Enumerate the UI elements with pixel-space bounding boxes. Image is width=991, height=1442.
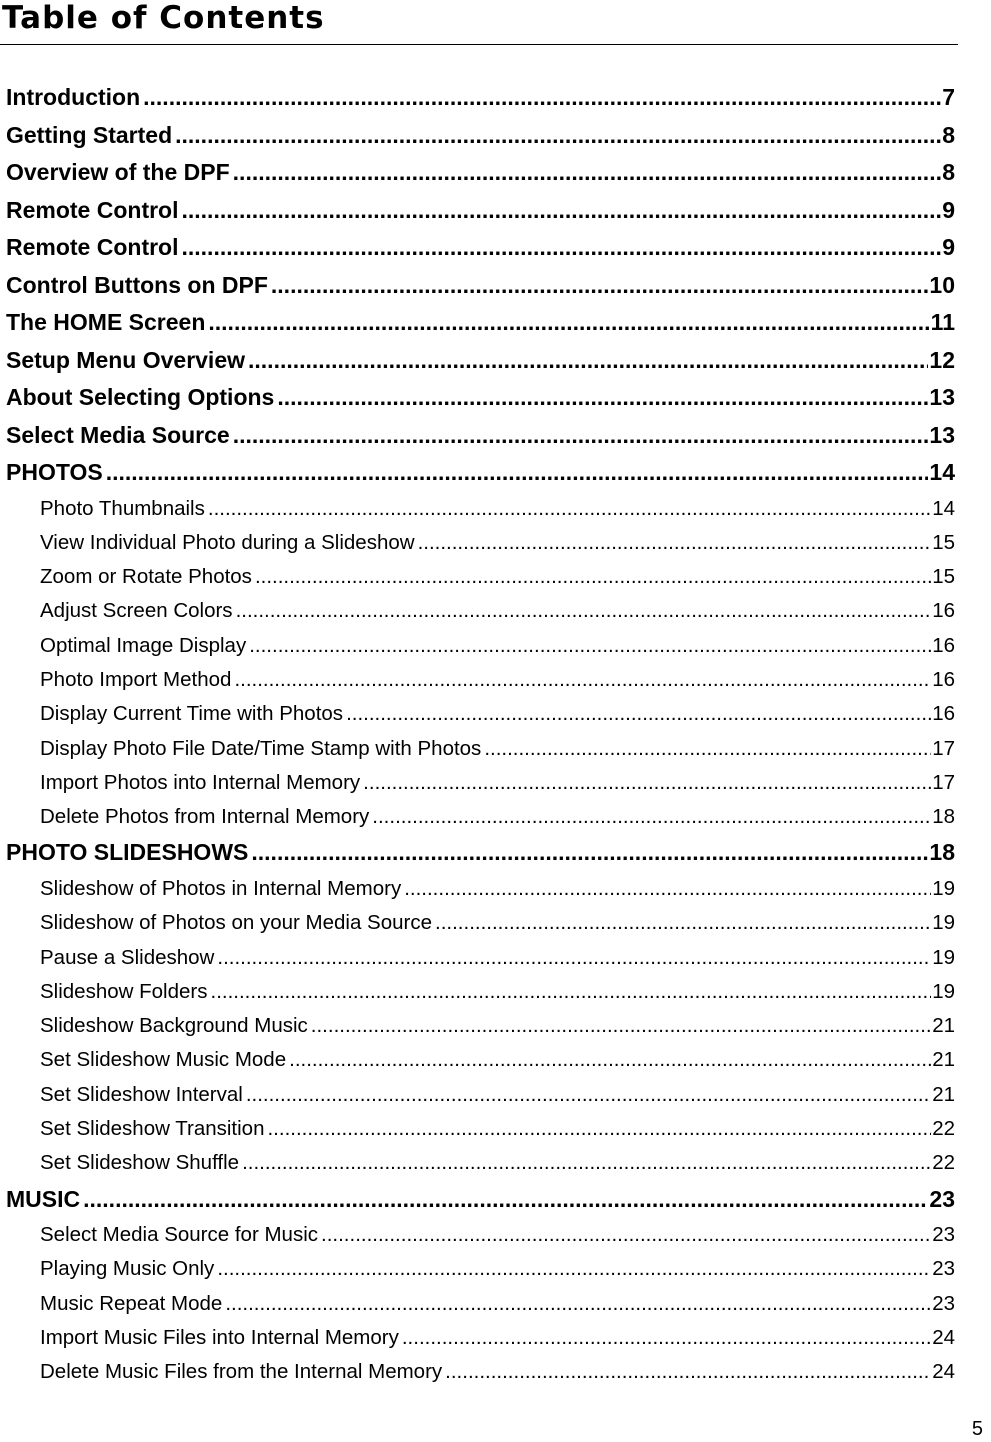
toc-entry-title: About Selecting Options	[6, 384, 275, 410]
toc-entry-section[interactable]	[0, 229, 955, 267]
dot-leader	[217, 1252, 931, 1286]
toc-entry-subsection[interactable]	[0, 663, 955, 697]
dot-leader	[277, 379, 928, 417]
toc-entry-title: PHOTOS	[6, 459, 103, 485]
toc-entry-title: Introduction	[6, 84, 141, 110]
toc-entry-title: Playing Music Only	[40, 1257, 215, 1281]
toc-entry-title: Delete Photos from Internal Memory	[40, 805, 370, 829]
toc-entry-page: 8	[942, 159, 955, 185]
page-number: 5	[971, 1418, 983, 1440]
toc-entry-page: 16	[932, 599, 955, 623]
dot-leader	[208, 492, 931, 526]
toc-entry-subsection[interactable]	[0, 594, 955, 628]
toc-entry-page: 21	[932, 1082, 955, 1106]
toc-entry-title: Display Photo File Date/Time Stamp with Photos	[40, 736, 482, 760]
toc-entry-page: 24	[932, 1360, 955, 1384]
toc-entry-page: 23	[932, 1223, 955, 1247]
dot-leader	[346, 697, 931, 731]
dot-leader	[267, 1112, 931, 1146]
dot-leader	[225, 1287, 931, 1321]
toc-entry-page: 19	[932, 911, 955, 935]
toc-entry-subsection[interactable]	[0, 492, 955, 526]
toc-entry-subsection[interactable]	[0, 1078, 955, 1112]
toc-entry-page: 7	[942, 84, 955, 110]
toc-entry-page: 18	[932, 805, 955, 829]
toc-entry-page: 11	[930, 309, 955, 335]
dot-leader	[321, 1218, 931, 1252]
toc-entry-title: Slideshow of Photos on your Media Source	[40, 911, 433, 935]
dot-leader	[83, 1181, 928, 1219]
toc-entry-subsection[interactable]	[0, 872, 955, 906]
toc-entry-title: Display Current Time with Photos	[40, 702, 344, 726]
toc-entry-section[interactable]	[0, 79, 955, 117]
toc-entry-subsection[interactable]	[0, 1218, 955, 1252]
toc-entry-title: Delete Music Files from the Internal Memory	[40, 1360, 443, 1384]
toc-entry-page: 19	[932, 945, 955, 969]
toc-entry-title: Import Photos into Internal Memory	[40, 770, 361, 794]
title-divider	[0, 44, 958, 45]
toc-entry-page: 15	[932, 565, 955, 589]
toc-entry-title: Zoom or Rotate Photos	[40, 565, 252, 589]
toc-entry-title: Slideshow Background Music	[40, 1014, 308, 1038]
dot-leader	[484, 732, 931, 766]
toc-entry-subsection[interactable]	[0, 1009, 955, 1043]
dot-leader	[418, 526, 932, 560]
toc-entry-page: 24	[932, 1326, 955, 1350]
toc-entry-title: Getting Started	[6, 121, 173, 148]
toc-entry-subsection[interactable]	[0, 1252, 955, 1286]
toc-entry-title: Overview of the DPF	[6, 159, 230, 185]
toc-entry-subsection[interactable]	[0, 1112, 955, 1146]
toc-entry-page: 16	[932, 633, 955, 657]
toc-entry-section[interactable]	[0, 117, 955, 155]
toc-entry-page: 8	[942, 121, 955, 148]
toc-entry-title: Set Slideshow Music Mode	[40, 1048, 287, 1072]
toc-entry-title: The HOME Screen	[6, 309, 206, 335]
toc-entry-title: Pause a Slideshow	[40, 945, 215, 969]
toc-entry-page: 15	[932, 530, 955, 554]
dot-leader	[246, 1078, 931, 1112]
toc-entry-subsection[interactable]	[0, 629, 955, 663]
toc-entry-title: Remote Control	[6, 234, 179, 260]
toc-entry-title: Slideshow of Photos in Internal Memory	[40, 876, 402, 900]
dot-leader	[233, 417, 929, 455]
toc-entry-title: Import Music Files into Internal Memory	[40, 1326, 399, 1350]
toc-title: Table of Contents	[2, 0, 325, 36]
toc-entry-subsection[interactable]	[0, 1043, 955, 1077]
dot-leader	[255, 560, 931, 594]
dot-leader	[242, 1146, 931, 1180]
toc-entry-page: 23	[929, 1185, 955, 1212]
toc-entry-section[interactable]	[0, 1181, 955, 1219]
dot-leader	[217, 941, 931, 975]
toc-entry-section[interactable]	[0, 379, 955, 417]
toc-entry-page: 9	[942, 234, 955, 260]
dot-leader	[445, 1355, 931, 1389]
toc-entry-subsection[interactable]	[0, 1287, 955, 1321]
toc-entry-title: Slideshow Folders	[40, 979, 208, 1003]
toc-entry-title: PHOTO SLIDESHOWS	[6, 839, 249, 866]
toc-list	[0, 79, 955, 1390]
toc-entry-section[interactable]	[0, 342, 955, 380]
toc-entry-page: 17	[932, 770, 955, 794]
dot-leader	[106, 454, 929, 492]
toc-entry-section[interactable]	[0, 304, 955, 342]
toc-entry-page: 13	[929, 384, 955, 410]
dot-leader	[143, 79, 941, 117]
dot-leader	[175, 117, 941, 155]
toc-entry-title: Music Repeat Mode	[40, 1291, 223, 1315]
toc-entry-title: Set Slideshow Transition	[40, 1117, 265, 1141]
dot-leader	[435, 906, 931, 940]
toc-entry-title: Select Media Source for Music	[40, 1223, 319, 1247]
toc-entry-subsection[interactable]	[0, 800, 955, 834]
toc-entry-subsection[interactable]	[0, 941, 955, 975]
toc-entry-title: Control Buttons on DPF	[6, 271, 268, 298]
toc-entry-page: 19	[932, 876, 955, 900]
dot-leader	[363, 766, 931, 800]
dot-leader	[248, 342, 928, 380]
dot-leader	[251, 834, 928, 872]
toc-entry-title: Photo Import Method	[40, 667, 232, 691]
toc-entry-subsection[interactable]	[0, 906, 955, 940]
toc-entry-subsection[interactable]	[0, 1321, 955, 1355]
toc-entry-page: 14	[932, 496, 955, 520]
toc-entry-title: Photo Thumbnails	[40, 496, 205, 520]
toc-entry-page: 14	[929, 459, 955, 485]
toc-entry-page: 22	[932, 1151, 955, 1175]
toc-entry-page: 19	[932, 979, 955, 1003]
toc-entry-page: 23	[932, 1291, 955, 1315]
dot-leader	[208, 304, 929, 342]
toc-entry-subsection[interactable]	[0, 697, 955, 731]
dot-leader	[182, 192, 942, 230]
dot-leader	[236, 594, 932, 628]
toc-entry-title: Remote Control	[6, 196, 179, 223]
toc-entry-page: 21	[932, 1014, 955, 1038]
dot-leader	[234, 663, 931, 697]
dot-leader	[311, 1009, 931, 1043]
toc-entry-page: 12	[929, 346, 955, 373]
toc-entry-section[interactable]	[0, 267, 955, 305]
toc-entry-subsection[interactable]	[0, 1355, 955, 1389]
toc-entry-page: 9	[942, 196, 955, 223]
toc-entry-subsection[interactable]	[0, 732, 955, 766]
dot-leader	[372, 800, 931, 834]
toc-entry-page: 17	[932, 736, 955, 760]
toc-entry-title: Select Media Source	[6, 421, 230, 448]
toc-entry-title: View Individual Photo during a Slideshow	[40, 530, 415, 554]
toc-entry-title: Set Slideshow Shuffle	[40, 1151, 240, 1175]
dot-leader	[271, 267, 929, 305]
toc-entry-section[interactable]	[0, 154, 955, 192]
toc-entry-page: 21	[932, 1048, 955, 1072]
toc-entry-title: Adjust Screen Colors	[40, 599, 233, 623]
dot-leader	[233, 154, 942, 192]
dot-leader	[289, 1043, 931, 1077]
toc-entry-section[interactable]	[0, 834, 955, 872]
toc-entry-subsection[interactable]	[0, 975, 955, 1009]
toc-entry-subsection[interactable]	[0, 1146, 955, 1180]
dot-leader	[182, 229, 942, 267]
toc-entry-section[interactable]	[0, 192, 955, 230]
toc-entry-section[interactable]	[0, 417, 955, 455]
toc-entry-title: MUSIC	[6, 1185, 81, 1212]
toc-entry-subsection[interactable]	[0, 766, 955, 800]
toc-entry-section[interactable]	[0, 454, 955, 492]
toc-entry-title: Setup Menu Overview	[6, 346, 246, 373]
toc-entry-page: 10	[929, 271, 955, 298]
toc-entry-subsection[interactable]	[0, 526, 955, 560]
toc-entry-page: 16	[932, 702, 955, 726]
toc-entry-title: Set Slideshow Interval	[40, 1082, 243, 1106]
dot-leader	[249, 629, 931, 663]
toc-entry-page: 13	[929, 421, 955, 448]
dot-leader	[404, 872, 931, 906]
dot-leader	[402, 1321, 931, 1355]
toc-entry-page: 18	[929, 839, 955, 866]
toc-entry-page: 23	[932, 1257, 955, 1281]
toc-entry-title: Optimal Image Display	[40, 633, 247, 657]
toc-entry-page: 22	[932, 1117, 955, 1141]
toc-entry-subsection[interactable]	[0, 560, 955, 594]
dot-leader	[211, 975, 932, 1009]
toc-entry-page: 16	[932, 667, 955, 691]
